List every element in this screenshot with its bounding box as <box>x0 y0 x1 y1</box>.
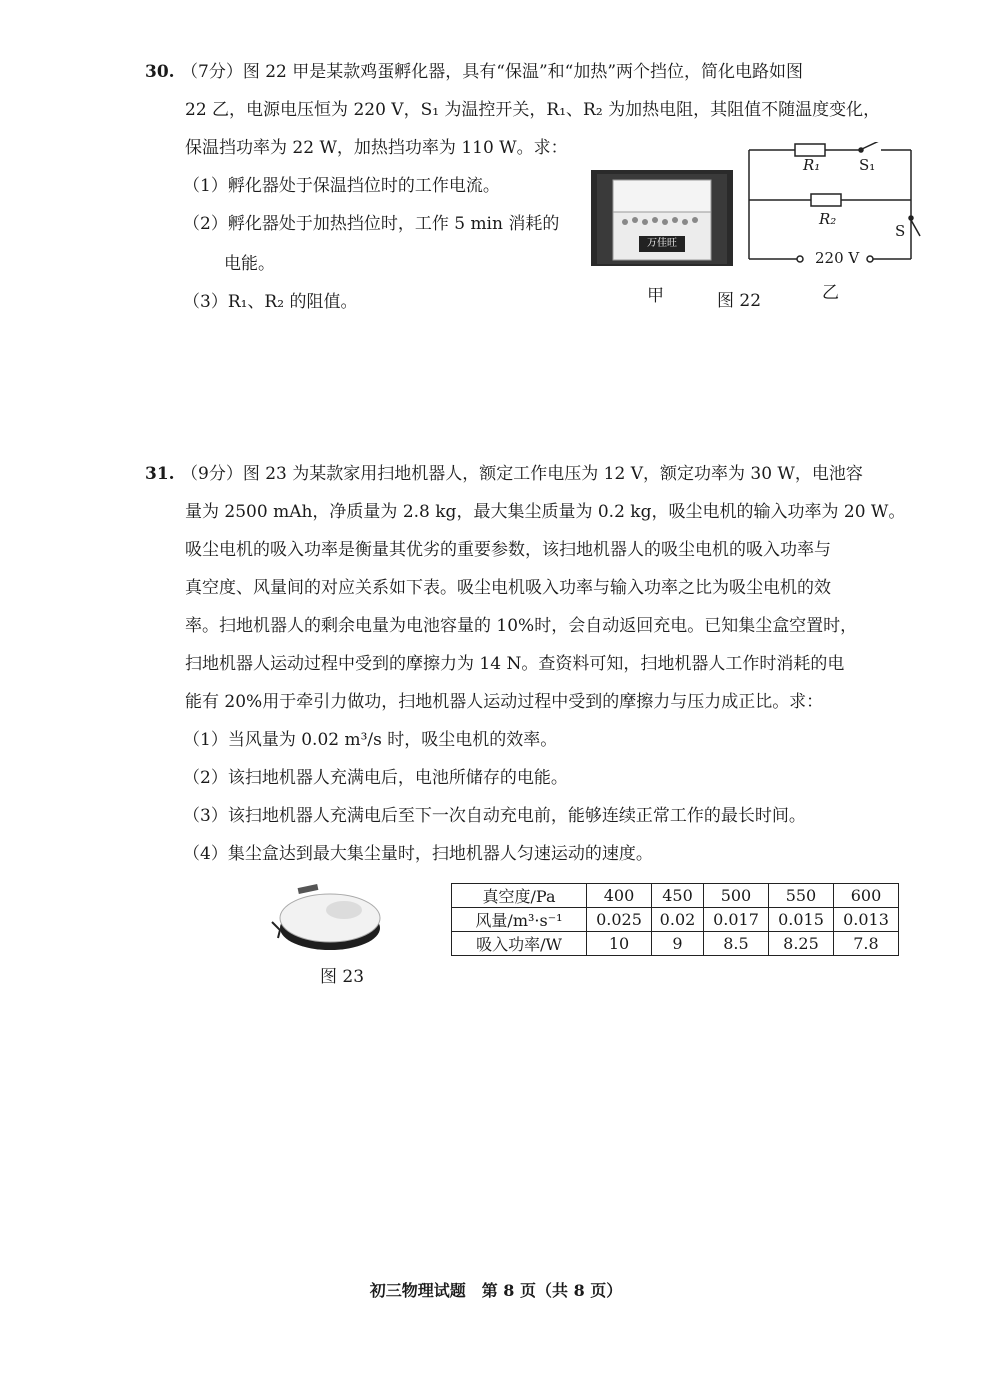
q31-item-4: （4）集尘盒达到最大集尘量时，扫地机器人匀速运动的速度。 <box>183 844 653 864</box>
table-row-header: 真空度/Pa <box>452 884 587 908</box>
s1-label: S₁ <box>859 156 876 174</box>
table-row <box>452 908 899 932</box>
suction-data-table <box>451 883 899 956</box>
q30-line-1: （7分）图 22 甲是某款鸡蛋孵化器，具有“保温”和“加热”两个挡位，简化电路如图 <box>181 62 804 82</box>
table-cell: 10 <box>587 932 652 956</box>
table-row-header: 吸入功率/W <box>452 932 587 956</box>
robot-vacuum-photo <box>268 878 384 958</box>
q30-item-3: （3）R₁、R₂ 的阻值。 <box>183 292 358 312</box>
page-footer: 初三物理试题 第 8 页（共 8 页） <box>369 1281 623 1300</box>
switch-s-label: S <box>895 222 906 240</box>
table-cell: 450 <box>652 884 704 908</box>
q31-line-1: （9分）图 23 为某款家用扫地机器人，额定工作电压为 12 V，额定功率为 30 W，电池容 <box>181 464 863 484</box>
table-cell: 600 <box>833 884 898 908</box>
r2-label: R₂ <box>819 210 837 228</box>
q30-item-2: （2）孵化器处于加热挡位时，工作 5 min 消耗的 <box>183 214 560 234</box>
table-cell: 9 <box>652 932 704 956</box>
voltage-label: 220 V <box>815 249 860 267</box>
incubator-brand-label: 万佳旺 <box>647 238 677 249</box>
table-row <box>452 884 899 908</box>
fig22-caption: 图 22 <box>717 291 762 311</box>
fig23-caption: 图 23 <box>320 967 365 987</box>
q30-line-2: 22 乙，电源电压恒为 220 V，S₁ 为温控开关，R₁、R₂ 为加热电阻，其阻值不随温度变化， <box>185 100 881 120</box>
table-cell: 0.02 <box>652 908 704 932</box>
r1-label: R₁ <box>803 156 821 174</box>
q31-line-3: 吸尘电机的吸入功率是衡量其优劣的重要参数，该扫地机器人的吸尘电机的吸入功率与 <box>185 540 831 560</box>
table-cell: 400 <box>587 884 652 908</box>
table-cell: 8.5 <box>703 932 768 956</box>
q31-line-2: 量为 2500 mAh，净质量为 2.8 kg，最大集尘质量为 0.2 kg，吸尘电机的输入功率为 20 W。 <box>185 502 906 522</box>
table-cell: 0.017 <box>703 908 768 932</box>
q31-line-4: 真空度、风量间的对应关系如下表。吸尘电机吸入功率与输入功率之比为吸尘电机的效 <box>185 578 831 598</box>
fig22-caption-yi: 乙 <box>822 283 839 303</box>
switch-s-icon <box>900 214 924 244</box>
q31-line-6: 扫地机器人运动过程中受到的摩擦力为 14 N。查资料可知，扫地机器人工作时消耗的电 <box>185 654 845 674</box>
q30-number: 30. <box>145 62 175 82</box>
q31-number: 31. <box>145 464 175 484</box>
table-row <box>452 932 899 956</box>
q31-line-7: 能有 20%用于牵引力做功，扫地机器人运动过程中受到的摩擦力与压力成正比。求： <box>185 692 824 712</box>
incubator-photo <box>591 170 733 266</box>
q30-item-1: （1）孵化器处于保温挡位时的工作电流。 <box>183 176 500 196</box>
q31-item-3: （3）该扫地机器人充满电后至下一次自动充电前，能够连续正常工作的最长时间。 <box>183 806 806 826</box>
table-cell: 0.025 <box>587 908 652 932</box>
table-cell: 0.013 <box>833 908 898 932</box>
q31-item-1: （1）当风量为 0.02 m³/s 时，吸尘电机的效率。 <box>183 730 558 750</box>
q30-line-3: 保温挡功率为 22 W，加热挡功率为 110 W。求： <box>185 138 568 158</box>
table-cell: 7.8 <box>833 932 898 956</box>
table-cell: 0.015 <box>768 908 833 932</box>
table-row-header: 风量/m³·s⁻¹ <box>452 908 587 932</box>
q30-item-2-cont: 电能。 <box>224 254 275 274</box>
table-cell: 550 <box>768 884 833 908</box>
circuit-diagram <box>745 142 925 272</box>
table-cell: 8.25 <box>768 932 833 956</box>
table-cell: 500 <box>703 884 768 908</box>
q31-item-2: （2）该扫地机器人充满电后，电池所储存的电能。 <box>183 768 568 788</box>
fig22-caption-jia: 甲 <box>647 286 664 306</box>
q31-line-5: 率。扫地机器人的剩余电量为电池容量的 10%时，会自动返回充电。已知集尘盒空置时， <box>185 616 858 636</box>
